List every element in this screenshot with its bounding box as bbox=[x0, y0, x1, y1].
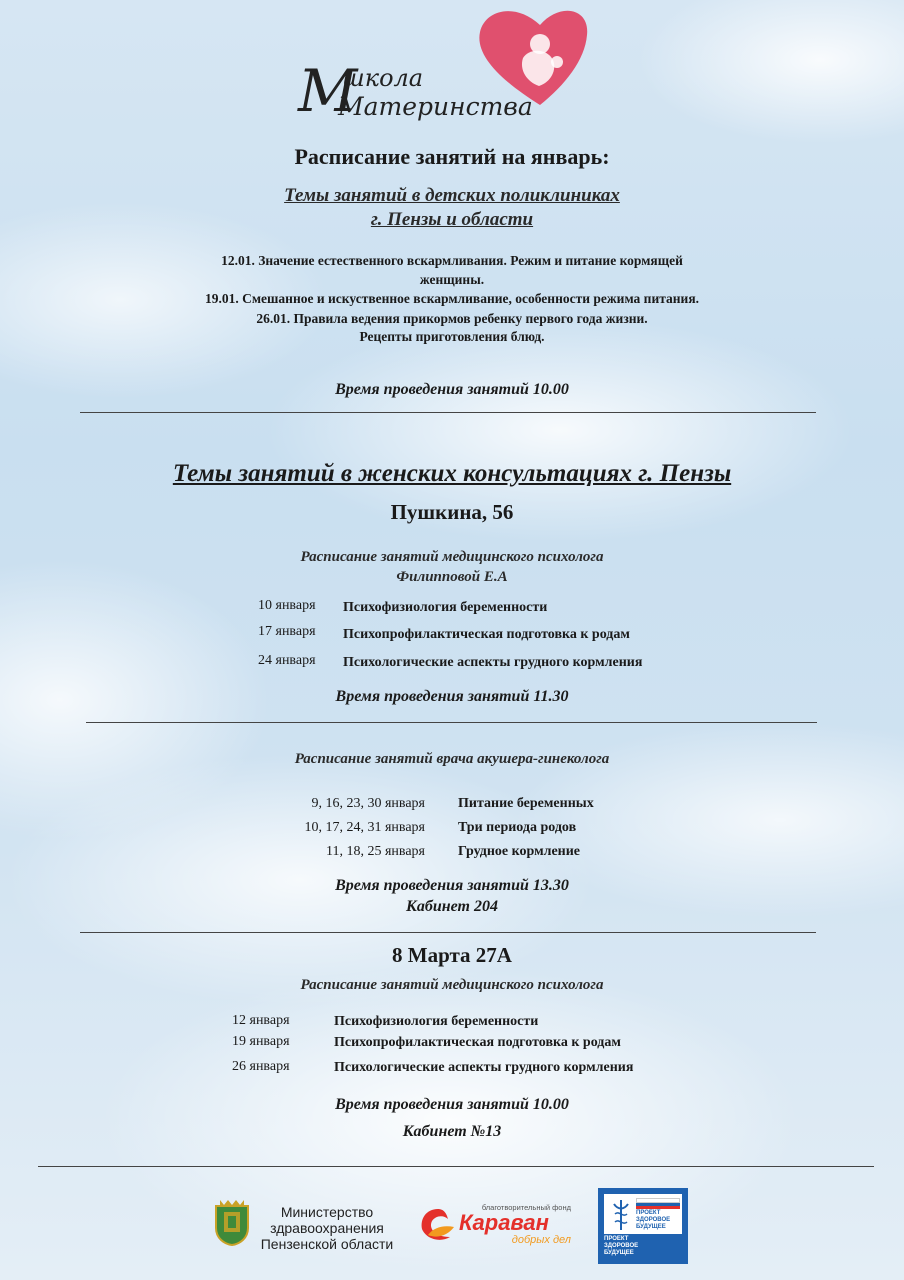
psych-schedule-title: Расписание занятий медицинского психолога bbox=[300, 549, 604, 565]
row-topic: Психопрофилактическая подготовка к родам bbox=[334, 1035, 621, 1050]
ministry-label bbox=[252, 1204, 402, 1252]
marta-room: Кабинет №13 bbox=[402, 1123, 502, 1140]
page-title: Расписание занятий на январь: bbox=[294, 144, 610, 169]
row-date: 19 января bbox=[232, 1034, 290, 1049]
polyclinic-title-line2: г. Пензы и области bbox=[370, 209, 534, 230]
project-bottom-line3: БУДУЩЕЕ bbox=[604, 1250, 634, 1256]
row-topic: Психофизиология беременности bbox=[334, 1014, 539, 1029]
gyn-room: Кабинет 204 bbox=[406, 898, 498, 915]
row-date: 9, 16, 23, 30 января bbox=[311, 796, 425, 811]
polyclinic-topic-1: 12.01. Значение естественного вскармливания. Режим и питание кормящей bbox=[221, 253, 683, 268]
project-bottom-line2: ЗДОРОВОЕ bbox=[604, 1243, 639, 1249]
project-line2: ЗДОРОВОЕ bbox=[636, 1217, 671, 1223]
consult-title: Темы занятий в женских консультациях г. Пензы bbox=[172, 460, 732, 487]
polyclinic-topic-2: 19.01. Смешанное и искуственное вскармливание, особенности режима питания. bbox=[204, 291, 700, 306]
logo-line1: школа bbox=[342, 64, 424, 92]
logo-prefix: М bbox=[298, 57, 358, 125]
ministry-line1: Министерство bbox=[280, 1204, 374, 1220]
project-bottom-line1: ПРОЕКТ bbox=[604, 1236, 629, 1242]
divider bbox=[80, 412, 816, 413]
row-topic: Питание беременных bbox=[458, 796, 594, 811]
row-date: 12 января bbox=[232, 1013, 290, 1028]
row-date: 10, 17, 24, 31 января bbox=[304, 820, 425, 835]
polyclinic-topic-1-cont: женщины. bbox=[419, 272, 485, 287]
polyclinic-time: Время проведения занятий 10.00 bbox=[335, 381, 569, 398]
polyclinic-topic-3-cont: Рецепты приготовления блюд. bbox=[359, 329, 545, 344]
ministry-line3: Пензенской области bbox=[260, 1236, 394, 1252]
marta-time: Время проведения занятий 10.00 bbox=[335, 1096, 569, 1113]
fund-tagline: добрых дел bbox=[511, 1234, 571, 1246]
row-date: 10 января bbox=[258, 598, 316, 613]
penza-coat-of-arms-icon bbox=[214, 1198, 250, 1246]
gyn-time: Время проведения занятий 13.30 bbox=[335, 877, 569, 894]
address-pushkina: Пушкина, 56 bbox=[390, 500, 514, 524]
healthy-future-project-logo bbox=[598, 1188, 688, 1264]
caduceus-icon bbox=[608, 1196, 634, 1232]
marta-psych-title: Расписание занятий медицинского психолога bbox=[300, 977, 604, 993]
karavan-logo-icon bbox=[418, 1205, 458, 1245]
polyclinic-topic-3: 26.01. Правила ведения прикормов ребенку первого года жизни. bbox=[256, 311, 648, 326]
row-date: 11, 18, 25 января bbox=[326, 844, 425, 859]
row-date: 24 января bbox=[258, 653, 316, 668]
polyclinic-title-line1: Темы занятий в детских поликлиниках bbox=[284, 185, 620, 206]
fund-name: Караван bbox=[459, 1210, 549, 1235]
address-marta: 8 Марта 27А bbox=[392, 943, 512, 967]
gyn-schedule-title: Расписание занятий врача акушера-гинеколога bbox=[294, 751, 610, 767]
karavan-text bbox=[459, 1203, 579, 1247]
ministry-line2: здравоохранения bbox=[270, 1220, 384, 1236]
divider bbox=[38, 1166, 874, 1167]
project-line1: ПРОЕКТ bbox=[636, 1210, 661, 1216]
row-topic: Три периода родов bbox=[458, 820, 577, 835]
row-topic: Психологические аспекты грудного кормления bbox=[343, 655, 643, 670]
row-topic: Психофизиология беременности bbox=[343, 600, 548, 615]
logo-line2: Материнства bbox=[338, 92, 533, 121]
row-topic: Психопрофилактическая подготовка к родам bbox=[343, 627, 630, 642]
project-line3: БУДУЩЕЕ bbox=[636, 1224, 666, 1230]
psych-name: Филипповой Е.А bbox=[396, 569, 508, 585]
party-flag-icon bbox=[636, 1198, 680, 1208]
divider bbox=[80, 932, 816, 933]
row-topic: Психологические аспекты грудного кормления bbox=[334, 1060, 634, 1075]
row-date: 26 января bbox=[232, 1059, 290, 1074]
fund-small-label: благотворительный фонд bbox=[481, 1203, 571, 1212]
logo-text bbox=[298, 58, 618, 128]
psych-time: Время проведения занятий 11.30 bbox=[335, 688, 569, 705]
divider bbox=[86, 722, 817, 723]
row-date: 17 января bbox=[258, 624, 316, 639]
row-topic: Грудное кормление bbox=[458, 844, 581, 859]
